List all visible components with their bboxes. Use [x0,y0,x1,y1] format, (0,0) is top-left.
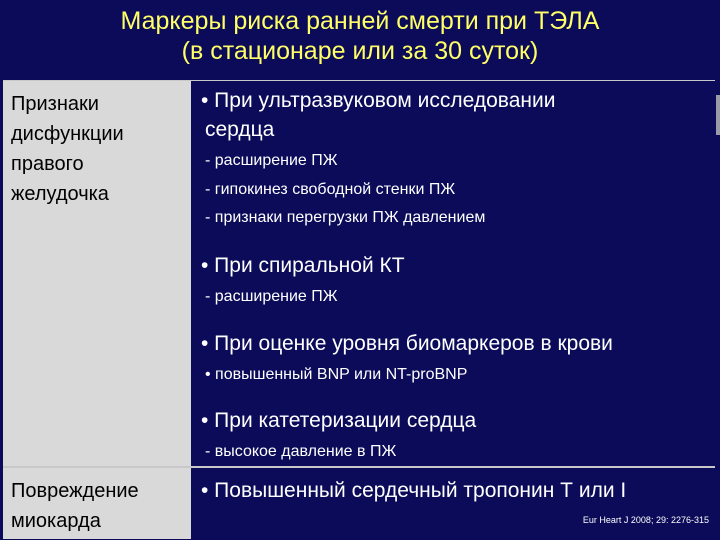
row-label-myocardial-injury [3,468,191,539]
sub-item: - признаки перегрузки ПЖ давлением [205,209,486,226]
row-label-line: Повреждение [11,480,139,502]
scroll-edge-marker [716,95,720,135]
bullet-biomarkers: • При оценке уровня биомаркеров в крови [201,332,613,355]
row-label-line: дисфункции [11,123,124,145]
row-content-myocardial-injury [193,468,715,539]
row-label-line: правого [11,153,84,175]
row-label-line: Признаки [11,93,99,115]
sub-item: • повышенный BNP или NT-proBNP [205,366,468,383]
row-label-line: миокарда [11,510,101,532]
sub-item: - высокое давление в ПЖ [205,443,397,460]
row-label-line: желудочка [11,183,109,205]
bullet-ct: • При спиральной КТ [201,254,405,277]
title-line-1: Маркеры риска ранней смерти при ТЭЛА [120,7,600,35]
bullet-echo: • При ультразвуковом исследовании [201,89,556,112]
sub-item: - гипокинез свободной стенки ПЖ [205,181,456,198]
row-label-rv-dysfunction [3,81,191,466]
bullet-catheterization: • При катетеризации сердца [201,409,477,432]
bullet-echo-continued: сердца [205,118,275,141]
row-content-rv-dysfunction [193,81,715,466]
markers-table [3,80,715,539]
sub-item: - расширение ПЖ [205,152,338,169]
sub-item: - расширение ПЖ [205,288,338,305]
citation: Eur Heart J 2008; 29: 2276-315 [582,515,709,525]
bullet-troponin: • Повышенный сердечный тропонин Т или I [201,479,627,502]
slide-title [0,6,720,66]
title-line-2: (в стационаре или за 30 суток) [181,37,539,65]
